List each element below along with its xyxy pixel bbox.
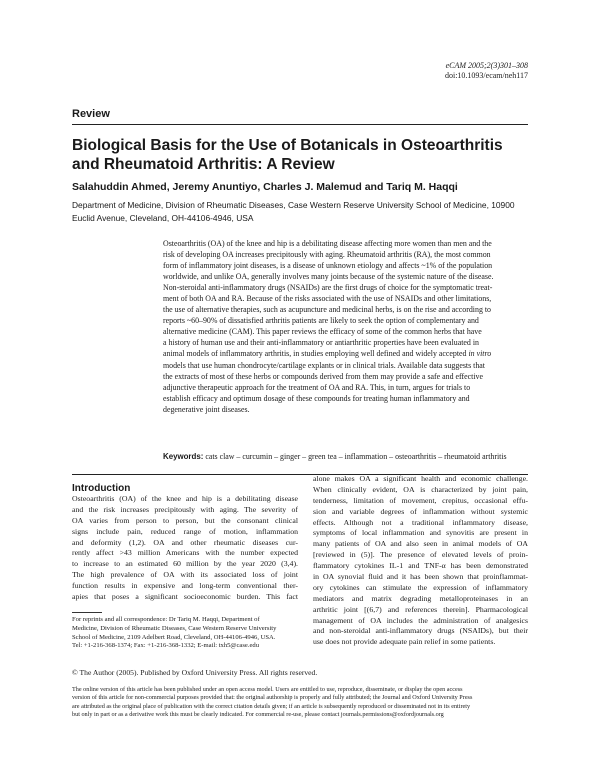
body-column-left: [72, 494, 298, 603]
body-line: apies that poses a significant socioeconomic burden. This fact: [72, 592, 298, 602]
section-heading-introduction: Introduction: [72, 483, 131, 494]
body-line: arthritic joint [(6,7) and references therein]. Pharmacological: [313, 604, 528, 614]
body-line: alone makes OA a significant health and economic challenge.: [313, 474, 528, 483]
body-line: to increase to an estimated 60 million by the year 2020 (3,4).: [72, 559, 298, 569]
abstract-line: the extracts of most of these herbs or compounds derived from them may provide a safe and effective: [163, 371, 483, 381]
license-notice: [72, 686, 528, 719]
keywords-text: cats claw – curcumin – ginger – green tea – inflammation – osteoarthritis – rheumatoid arthritis: [205, 452, 507, 461]
footnote-line: Medicine, Division of Rheumatic Diseases, Case Western Reserve University: [72, 624, 277, 632]
abstract-line: form of inflammatory joint diseases, is a disease of unknown etiology and affects ~1% of the population: [163, 261, 493, 271]
body-column-right: [313, 474, 528, 648]
keywords-label: Keywords:: [163, 452, 204, 461]
body-line: and deformity (1,2). OA and other rheumatic diseases cur-: [72, 537, 298, 547]
abstract-line: adjunctive therapeutic approach for the treatment of OA and RA. This, in turn, argues for trials to: [163, 382, 471, 392]
body-line: Osteoarthritis (OA) of the knee and hip is a debilitating disease: [72, 494, 298, 503]
body-line: ory cytokines can stimulate the expression of inflammatory: [313, 582, 528, 592]
body-line: sion and variable degrees of inflammation without systemic: [313, 506, 528, 516]
body-line: in OA synovial fluid and it has been shown that proinflammat-: [313, 572, 528, 582]
license-line: but only in part or as a derivative work this must be clearly indicated. For commercial re-use, please contact journals.permissions@oxfordjournals.org: [72, 710, 444, 718]
article-title: Biological Basis for the Use of Botanicals in Osteoarthritis and Rheumatoid Arthritis: A Review: [72, 137, 503, 173]
keywords: [163, 451, 528, 462]
abstract-line: Non-steroidal anti-inflammatory drugs (NSAIDs) are the first drugs of choice for the symptomatic treat-: [163, 283, 493, 293]
abstract-line: animal models of inflammatory arthritis, in studies employing well defined and widely accepted in vitro: [163, 349, 492, 359]
body-line: and non-steroidal anti-inflammatory drugs (NSAIDs), but their: [313, 626, 528, 636]
abstract-line: worldwide, and unlike OA, generally involves many joints because of the systemic nature of the disease.: [163, 272, 494, 282]
body-line: effects. Although not a traditional inflammatory disease,: [313, 517, 528, 527]
doi: doi:10.1093/ecam/neh117: [444, 71, 528, 80]
affiliation: Department of Medicine, Division of Rheumatic Diseases, Case Western Reserve University School of Medicine, 10900 Euclid Avenue, Cleveland, OH-44106-4946, USA: [72, 200, 515, 223]
body-line: function results in expensive and long-term conventional ther-: [72, 581, 298, 591]
abstract-line: risk of developing OA increases precipitously with aging. Rheumatoid arthritis (RA), the most common: [163, 250, 491, 260]
footnote-rule: [72, 612, 102, 613]
body-line: mediators and matrix degrading metalloproteinases in an: [313, 593, 528, 603]
body-line: symptoms of local inflammation and synovitis are present in: [313, 528, 528, 538]
body-line: use does not provide adequate pain relief in some patients.: [313, 637, 496, 647]
body-line: tenderness, limitation of movement, crepitus, occasional effu-: [313, 495, 528, 505]
body-line: The high prevalence of OA with its associated loss of joint: [72, 570, 298, 580]
footnote-line: For reprints and all correspondence: Dr Tariq M. Haqqi, Department of: [72, 616, 260, 623]
body-line: OA varies from person to person, but the consonant clinical: [72, 515, 298, 525]
body-line: many patients of OA and also seen in animal models of OA: [313, 539, 528, 549]
abstract-line: establish efficacy and optimum dosage of these compounds for treating human inflammatory and: [163, 393, 470, 403]
license-line: The online version of this article has been published under an open access model. Users are entitled to use, reproduce, disseminate, or display the open access: [72, 686, 463, 693]
abstract-line: degenerative joint diseases.: [163, 404, 250, 414]
journal-issue: eCAM 2005;2(3)301–308: [445, 61, 528, 70]
abstract-line: the use of alternative therapies, such as acupuncture and medicinal herbs, is on the rise and according to: [163, 305, 492, 315]
italic-term: in vitro: [468, 349, 492, 359]
abstract: [163, 238, 528, 415]
footnote-line: Tel: +1-216-368-1374; Fax: +1-216-368-1332; E-mail: txh5@case.edu: [72, 642, 260, 650]
body-line: and the risk increases precipitously with aging. The severity of: [72, 504, 298, 514]
top-rule: [72, 124, 528, 125]
license-line: are attributed as the original place of publication with the correct citation details given; if an article is subsequently reproduced or disseminated not in its entirety: [72, 702, 471, 710]
abstract-line: models that use human chondrocyte/cartilage explants or in clinical trials. Available data suggests that: [163, 360, 485, 370]
section-label: Review: [72, 108, 110, 120]
body-line: rently affect >43 million Americans with the number expected: [72, 548, 298, 558]
author-list: Salahuddin Ahmed, Jeremy Anuntiyo, Charles J. Malemud and Tariq M. Haqqi: [72, 181, 458, 193]
license-line: version of this article for non-commercial purposes provided that: the original authorship is properly and fully attributed; the Journal and Oxford University Press: [72, 694, 473, 702]
body-line: When clinically evident, OA is characterized by joint pain,: [313, 484, 528, 494]
footnote-line: School of Medicine, 2109 Adelbert Road, Cleveland, OH-44106-4946, USA.: [72, 633, 276, 641]
body-line: [reviewed in (5)]. The presence of elevated levels of proin-: [313, 550, 528, 560]
abstract-line: reports ~60–90% of dissatisfied arthritis patients are likely to seek the option of complementary and: [163, 316, 479, 326]
abstract-line: ment of both OA and RA. Because of the risks associated with the use of NSAIDs and other limitations,: [163, 294, 492, 304]
body-line: management of OA includes the administration of analgesics: [313, 615, 528, 625]
journal-citation: [445, 61, 528, 81]
body-line: signs include pain, reduced range of motion, inflammation: [72, 526, 298, 536]
copyright-notice: © The Author (2005). Published by Oxford University Press. All rights reserved.: [72, 668, 318, 677]
correspondence-footnote: [72, 616, 298, 651]
abstract-line: a history of human use and their anti-inflammatory or antiarthritic properties have been evaluated in: [163, 338, 479, 348]
body-line: flammatory cytokines IL-1 and TNF-α has been demonstrated: [313, 561, 528, 571]
abstract-line: alternative medicine (CAM). This paper reviews the efficacy of some of the common herbs that have: [163, 327, 482, 337]
abstract-line: Osteoarthritis (OA) of the knee and hip is a debilitating disease affecting more women than men and the: [163, 239, 492, 248]
